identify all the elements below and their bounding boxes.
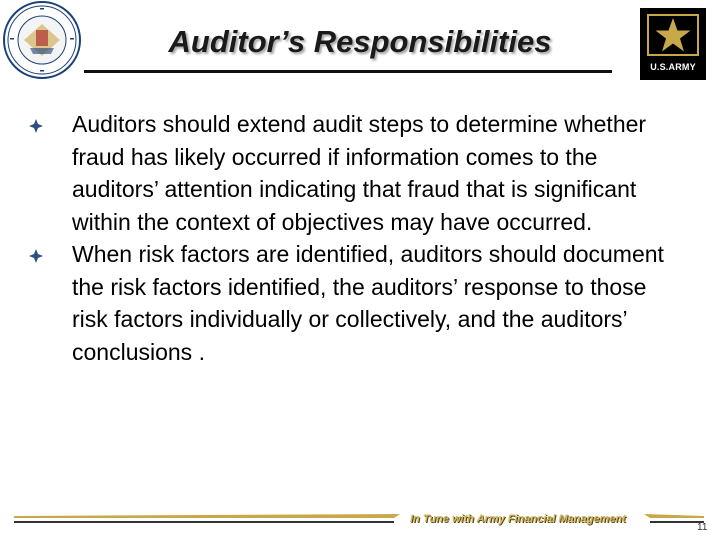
title-underline xyxy=(84,70,612,73)
bullet-item xyxy=(24,238,684,368)
slide-title: Auditor’s Responsibilities xyxy=(168,24,552,59)
diamond-bullet-icon xyxy=(28,118,44,134)
army-seal-icon xyxy=(2,0,82,80)
page-number: 11 xyxy=(697,522,708,533)
footer-tagline: In Tune with Army Financial Management xyxy=(410,513,626,525)
army-star-icon xyxy=(646,13,700,57)
army-logo-text: U.S.ARMY xyxy=(650,62,696,72)
bullet-text: When risk factors are identified, auditors should document the risk factors identified, the auditors’ response to those risk factors individually or collectively, and the auditors’ conclusions . xyxy=(72,241,664,365)
bullet-list xyxy=(24,108,684,368)
diamond-bullet-icon xyxy=(28,248,44,264)
bullet-text: Auditors should extend audit steps to determine whether fraud has likely occurred if information comes to the auditors’ attention indicating that fraud that is significant within the context of objectives may have occurred. xyxy=(72,111,647,235)
us-army-logo xyxy=(640,8,706,80)
bullet-item xyxy=(24,108,684,238)
